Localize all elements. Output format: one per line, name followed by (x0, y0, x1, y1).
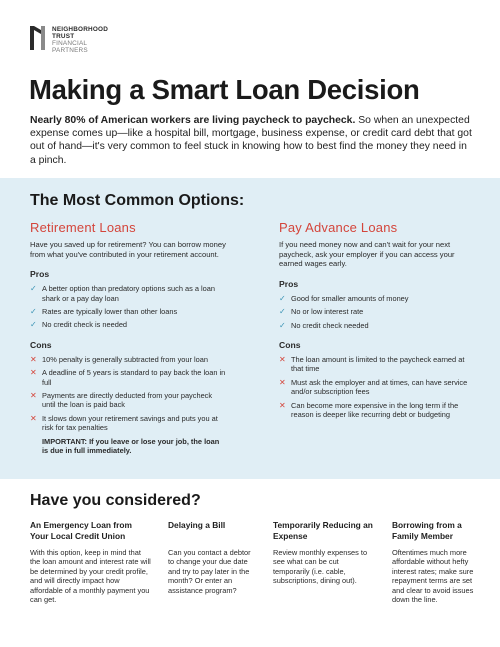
retirement-con-item (30, 368, 226, 387)
intro-bold: Nearly 80% of American workers are living paycheck to paycheck. (30, 115, 356, 126)
retirement-loans-desc: Have you saved up for retirement? You can borrow money from what you've contributed in your retirement account. (30, 240, 226, 259)
consider-title: Have you considered? (30, 492, 201, 509)
x-icon: ✕ (30, 368, 37, 378)
consider-col-text: Review monthly expenses to see what can be cut temporarily (i.e. cable, subscriptions, dining out). (273, 548, 368, 586)
pay-advance-pro-text: No credit check needed (291, 320, 369, 330)
consider-delaying-bill (168, 520, 256, 595)
pay-advance-loans-title: Pay Advance Loans (279, 220, 398, 235)
pay-advance-con-item (279, 378, 475, 397)
retirement-con-text: A deadline of 5 years is standard to pay back the loan in full (42, 368, 226, 387)
retirement-important-note: IMPORTANT: If you leave or lose your job, the loan is due in full immediately. (42, 436, 220, 456)
x-icon: ✕ (30, 413, 37, 423)
pay-advance-loans-section (279, 220, 475, 423)
logo-line-2: TRUST (52, 33, 75, 40)
retirement-con-item (30, 355, 226, 364)
check-icon: ✓ (279, 307, 286, 317)
retirement-pros-label: Pros (30, 269, 50, 280)
check-icon: ✓ (279, 293, 286, 303)
consider-col-title: An Emergency Loan from Your Local Credit Union (30, 520, 132, 541)
logo-mark-icon (30, 26, 48, 50)
retirement-pro-item (30, 307, 226, 316)
check-icon: ✓ (30, 320, 37, 330)
pay-advance-cons-label: Cons (279, 340, 301, 350)
consider-col-text: Oftentimes much more affordable without hefty interest rates; make sure repayment terms are set and clear to avoid issues down the line. (392, 548, 474, 605)
pay-advance-pros-label: Pros (279, 278, 299, 289)
logo-text (52, 26, 108, 54)
pay-advance-pro-item (279, 321, 475, 330)
intro-rest: So when an unexpected expense comes up—like a hospital bill, mortgage, business expense, or credit card debt that got out of hand—it's very common to feel stuck in knowing how to best find the money they need in a pinch. (30, 115, 472, 166)
x-icon: ✕ (279, 377, 286, 387)
retirement-con-text: Payments are directly deducted from your paycheck until the loan is paid back (42, 391, 213, 410)
retirement-pro-text: No credit check is needed (42, 320, 128, 330)
logo-line-3: FINANCIAL (52, 40, 88, 47)
pay-advance-con-text: The loan amount is limited to the paycheck earned at that time (291, 355, 465, 374)
consider-credit-union (30, 520, 152, 604)
consider-family-member (392, 520, 478, 604)
retirement-pro-text: A better option than predatory options such as a loan shark or a pay day loan (42, 284, 215, 303)
page-title: Making a Smart Loan Decision (29, 74, 420, 105)
pay-advance-pro-item (279, 307, 475, 316)
x-icon: ✕ (279, 400, 286, 410)
pay-advance-con-text: Must ask the employer and at times, can have service and/or subscription fees (291, 377, 468, 397)
check-icon: ✓ (30, 307, 37, 316)
consider-col-title: Delaying a Bill (168, 520, 226, 530)
consider-col-text: Can you contact a debtor to change your due date and try to pay later in the month? Or enter an assistance program? (168, 548, 251, 595)
pay-advance-pro-item (279, 294, 475, 303)
retirement-loans-title: Retirement Loans (30, 220, 136, 235)
pay-advance-con-text: Can become more expensive in the long term if the reason is deeper like recurring debt or budgeting (291, 400, 459, 420)
retirement-con-text: 10% penalty is generally subtracted from your loan (42, 354, 208, 364)
options-title: The Most Common Options: (30, 192, 245, 209)
retirement-loans-section (30, 220, 226, 455)
x-icon: ✕ (30, 354, 37, 364)
retirement-pro-item (30, 284, 226, 303)
retirement-con-text: It slows down your retirement savings and puts you at risk for tax penalties (42, 413, 218, 433)
logo (30, 26, 108, 54)
pay-advance-con-item (279, 355, 475, 374)
retirement-pro-text: Rates are typically lower than other loans (42, 307, 178, 316)
retirement-con-item (30, 414, 226, 433)
retirement-cons-label: Cons (30, 339, 52, 350)
consider-col-title: Borrowing from a Family Member (392, 520, 462, 541)
pay-advance-con-item (279, 401, 475, 420)
consider-reducing-expense (273, 520, 377, 586)
consider-col-title: Temporarily Reducing an Expense (273, 520, 373, 541)
retirement-con-item (30, 391, 226, 410)
logo-line-4: PARTNERS (52, 47, 88, 54)
pay-advance-pro-text: No or low interest rate (291, 307, 364, 317)
retirement-pro-item (30, 320, 226, 329)
x-icon: ✕ (279, 355, 286, 364)
logo-line-1: NEIGHBORHOOD (52, 26, 109, 33)
intro-paragraph (30, 114, 475, 167)
check-icon: ✓ (30, 284, 37, 294)
pay-advance-pro-text: Good for smaller amounts of money (291, 293, 409, 303)
check-icon: ✓ (279, 320, 286, 330)
pay-advance-loans-desc: If you need money now and can't wait for your next paycheck, ask your employer if you can access your earned wages early. (279, 240, 455, 269)
x-icon: ✕ (30, 391, 37, 401)
consider-col-text: With this option, keep in mind that the loan amount and interest rate will be determined by your credit profile, and will directly impact how affordable of a monthly payment you can get. (30, 548, 151, 605)
